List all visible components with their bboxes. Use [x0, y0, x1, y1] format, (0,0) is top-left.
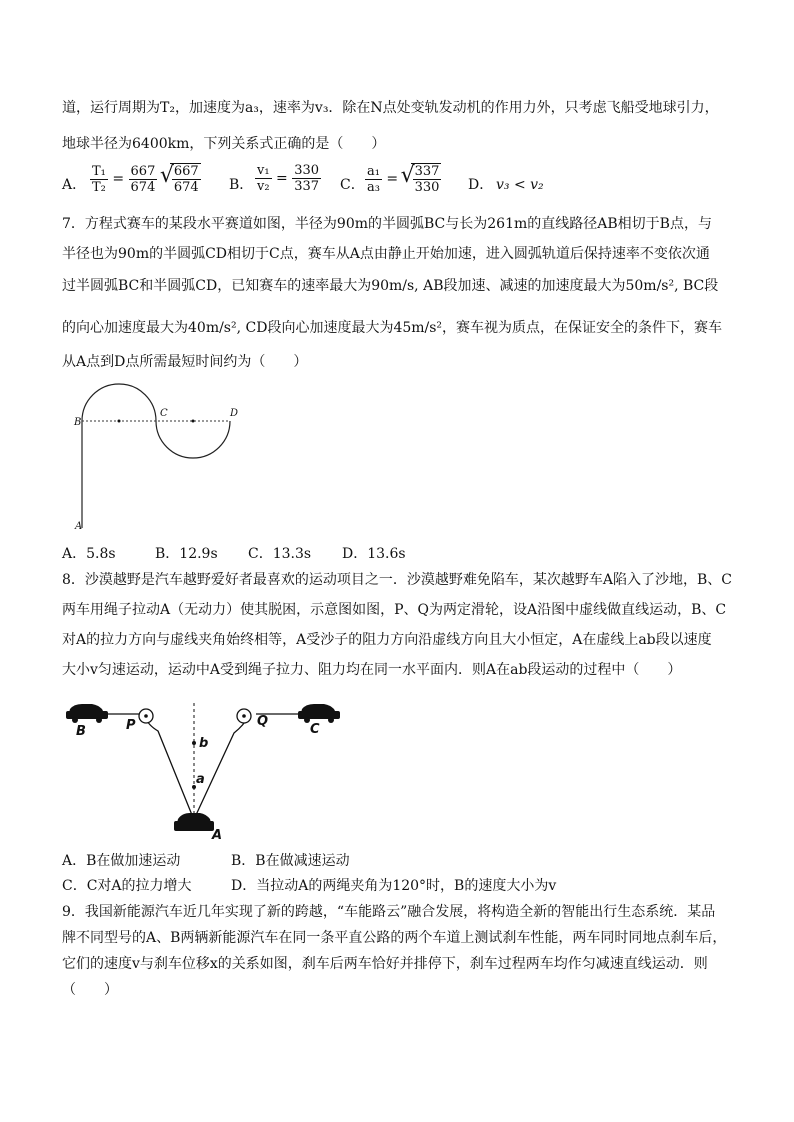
- q7-text-line2: 半径也为90m的半圆弧CD相切于C点，赛车从A点由静止开始加速，进入圆弧轨道后保持速率不变依次通: [62, 246, 710, 262]
- q8-option-d: D．当拉动A的两绳夹角为120°时，B的速度大小为v: [231, 878, 557, 894]
- q7-option-a: A．5.8s: [62, 546, 116, 562]
- q6-options: [62, 163, 742, 207]
- q6-text-line2: 地球半径为6400km，下列关系式正确的是（ ）: [62, 136, 386, 152]
- q8-label-q: Q: [257, 714, 269, 729]
- q8-text-line4: 大小v匀速运动，运动中A受到绳子拉力、阻力均在同一水平面内．则A在ab段运动的过程中（ ）: [62, 662, 682, 678]
- q8-label-point-b: b: [199, 736, 209, 751]
- q7-center-1: [118, 420, 121, 423]
- q6-option-d-formula: v₃ < v₂: [496, 177, 544, 193]
- q7-label-a: A: [75, 521, 83, 532]
- q7-track-diagram: [70, 376, 250, 536]
- q7-arc-cd: [156, 421, 230, 458]
- q8-text-line1: 8．沙漠越野是汽车越野爱好者最喜欢的运动项目之一．沙漠越野难免陷车，某次越野车A陷入了沙地，B、C: [62, 572, 733, 588]
- q7-label-b: B: [74, 417, 82, 428]
- q8-label-b: B: [76, 724, 86, 739]
- q7-label-c: C: [160, 408, 168, 419]
- q6-option-a-formula: $\frac{\text{T₁}}{\text{T₂}}$ = $\frac{667}{674}$ √ $\frac{667}{674}$: [90, 163, 201, 195]
- q8-label-point-a: a: [196, 772, 205, 787]
- q7-arc-bc: [82, 384, 156, 421]
- q8-label-a: A: [212, 828, 223, 843]
- q6-option-a-label: A．: [62, 177, 87, 193]
- q7-text-line3: 过半圆弧BC和半圆弧CD，已知赛车的速率最大为90m/s, AB段加速、减速的加速度最大为50m/s², BC段: [62, 278, 719, 294]
- q6-option-d-label: D．: [468, 177, 494, 193]
- q6-option-c-label: C．: [340, 177, 365, 193]
- q7-center-2: [192, 420, 195, 423]
- q6-option-b-label: B．: [229, 177, 254, 193]
- q7-text-line4: 的向心加速度最大为40m/s², CD段向心加速度最大为45m/s²，赛车视为质点，在保证安全的条件下，赛车: [62, 320, 723, 336]
- q9-text-line4: （ ）: [62, 982, 118, 998]
- q8-label-p: P: [126, 718, 136, 733]
- q7-text-line5: 从A点到D点所需最短时间约为（ ）: [62, 354, 308, 370]
- q8-point-b: [192, 741, 196, 745]
- q8-pulley-diagram: [62, 695, 352, 845]
- q8-rope-right: [196, 717, 248, 815]
- q9-text-line2: 牌不同型号的A、B两辆新能源汽车在同一条平直公路的两个车道上测试刹车性能，两车同时同地点刹车后，: [62, 930, 727, 946]
- q6-option-c-formula: $\frac{\text{a₁}}{\text{a₃}}$ = √ $\frac{337}{330}$: [365, 163, 441, 195]
- q8-label-c: C: [310, 722, 320, 737]
- q6-option-b-formula: $\frac{\text{v₁}}{\text{v₂}}$ = $\frac{330}{337}$: [257, 163, 320, 194]
- q8-option-a: A．B在做加速运动: [62, 853, 181, 869]
- q7-option-d: D．13.6s: [342, 546, 406, 562]
- q8-text-line3: 对A的拉力方向与虚线夹角始终相等，A受沙子的阻力方向沿虚线方向且大小恒定，A在虚线上ab段以速度: [62, 632, 712, 648]
- q8-option-b: B．B在做减速运动: [231, 853, 350, 869]
- q9-text-line1: 9．我国新能源汽车近几年实现了新的跨越，“车能路云”融合发展，将构造全新的智能出行生态系统．某品: [62, 904, 716, 920]
- q7-option-c: C．13.3s: [248, 546, 312, 562]
- q8-car-c: [298, 704, 340, 723]
- q6-text-line1: 道，运行周期为T₂，加速度为a₃，速率为v₃．除在N点处变轨发动机的作用力外，只考虑飞船受地球引力，: [62, 100, 719, 116]
- q7-option-b: B．12.9s: [155, 546, 218, 562]
- q8-car-a: [174, 813, 214, 831]
- q7-label-d: D: [230, 408, 239, 419]
- q7-text-line1: 7．方程式赛车的某段水平赛道如图，半径为90m的半圆弧BC与长为261m的直线路径AB相切于B点，与: [62, 216, 712, 232]
- q8-car-b: [66, 704, 108, 723]
- q8-text-line2: 两车用绳子拉动A（无动力）使其脱困，示意图如图，P、Q为两定滑轮，设A沿图中虚线做直线运动，B、C: [62, 602, 727, 618]
- q8-option-c: C．C对A的拉力增大: [62, 878, 192, 894]
- q8-rope-left: [146, 718, 192, 815]
- q9-text-line3: 它们的速度v与刹车位移x的关系如图，刹车后两车恰好并排停下，刹车过程两车均作匀减速直线运动．则: [62, 956, 708, 972]
